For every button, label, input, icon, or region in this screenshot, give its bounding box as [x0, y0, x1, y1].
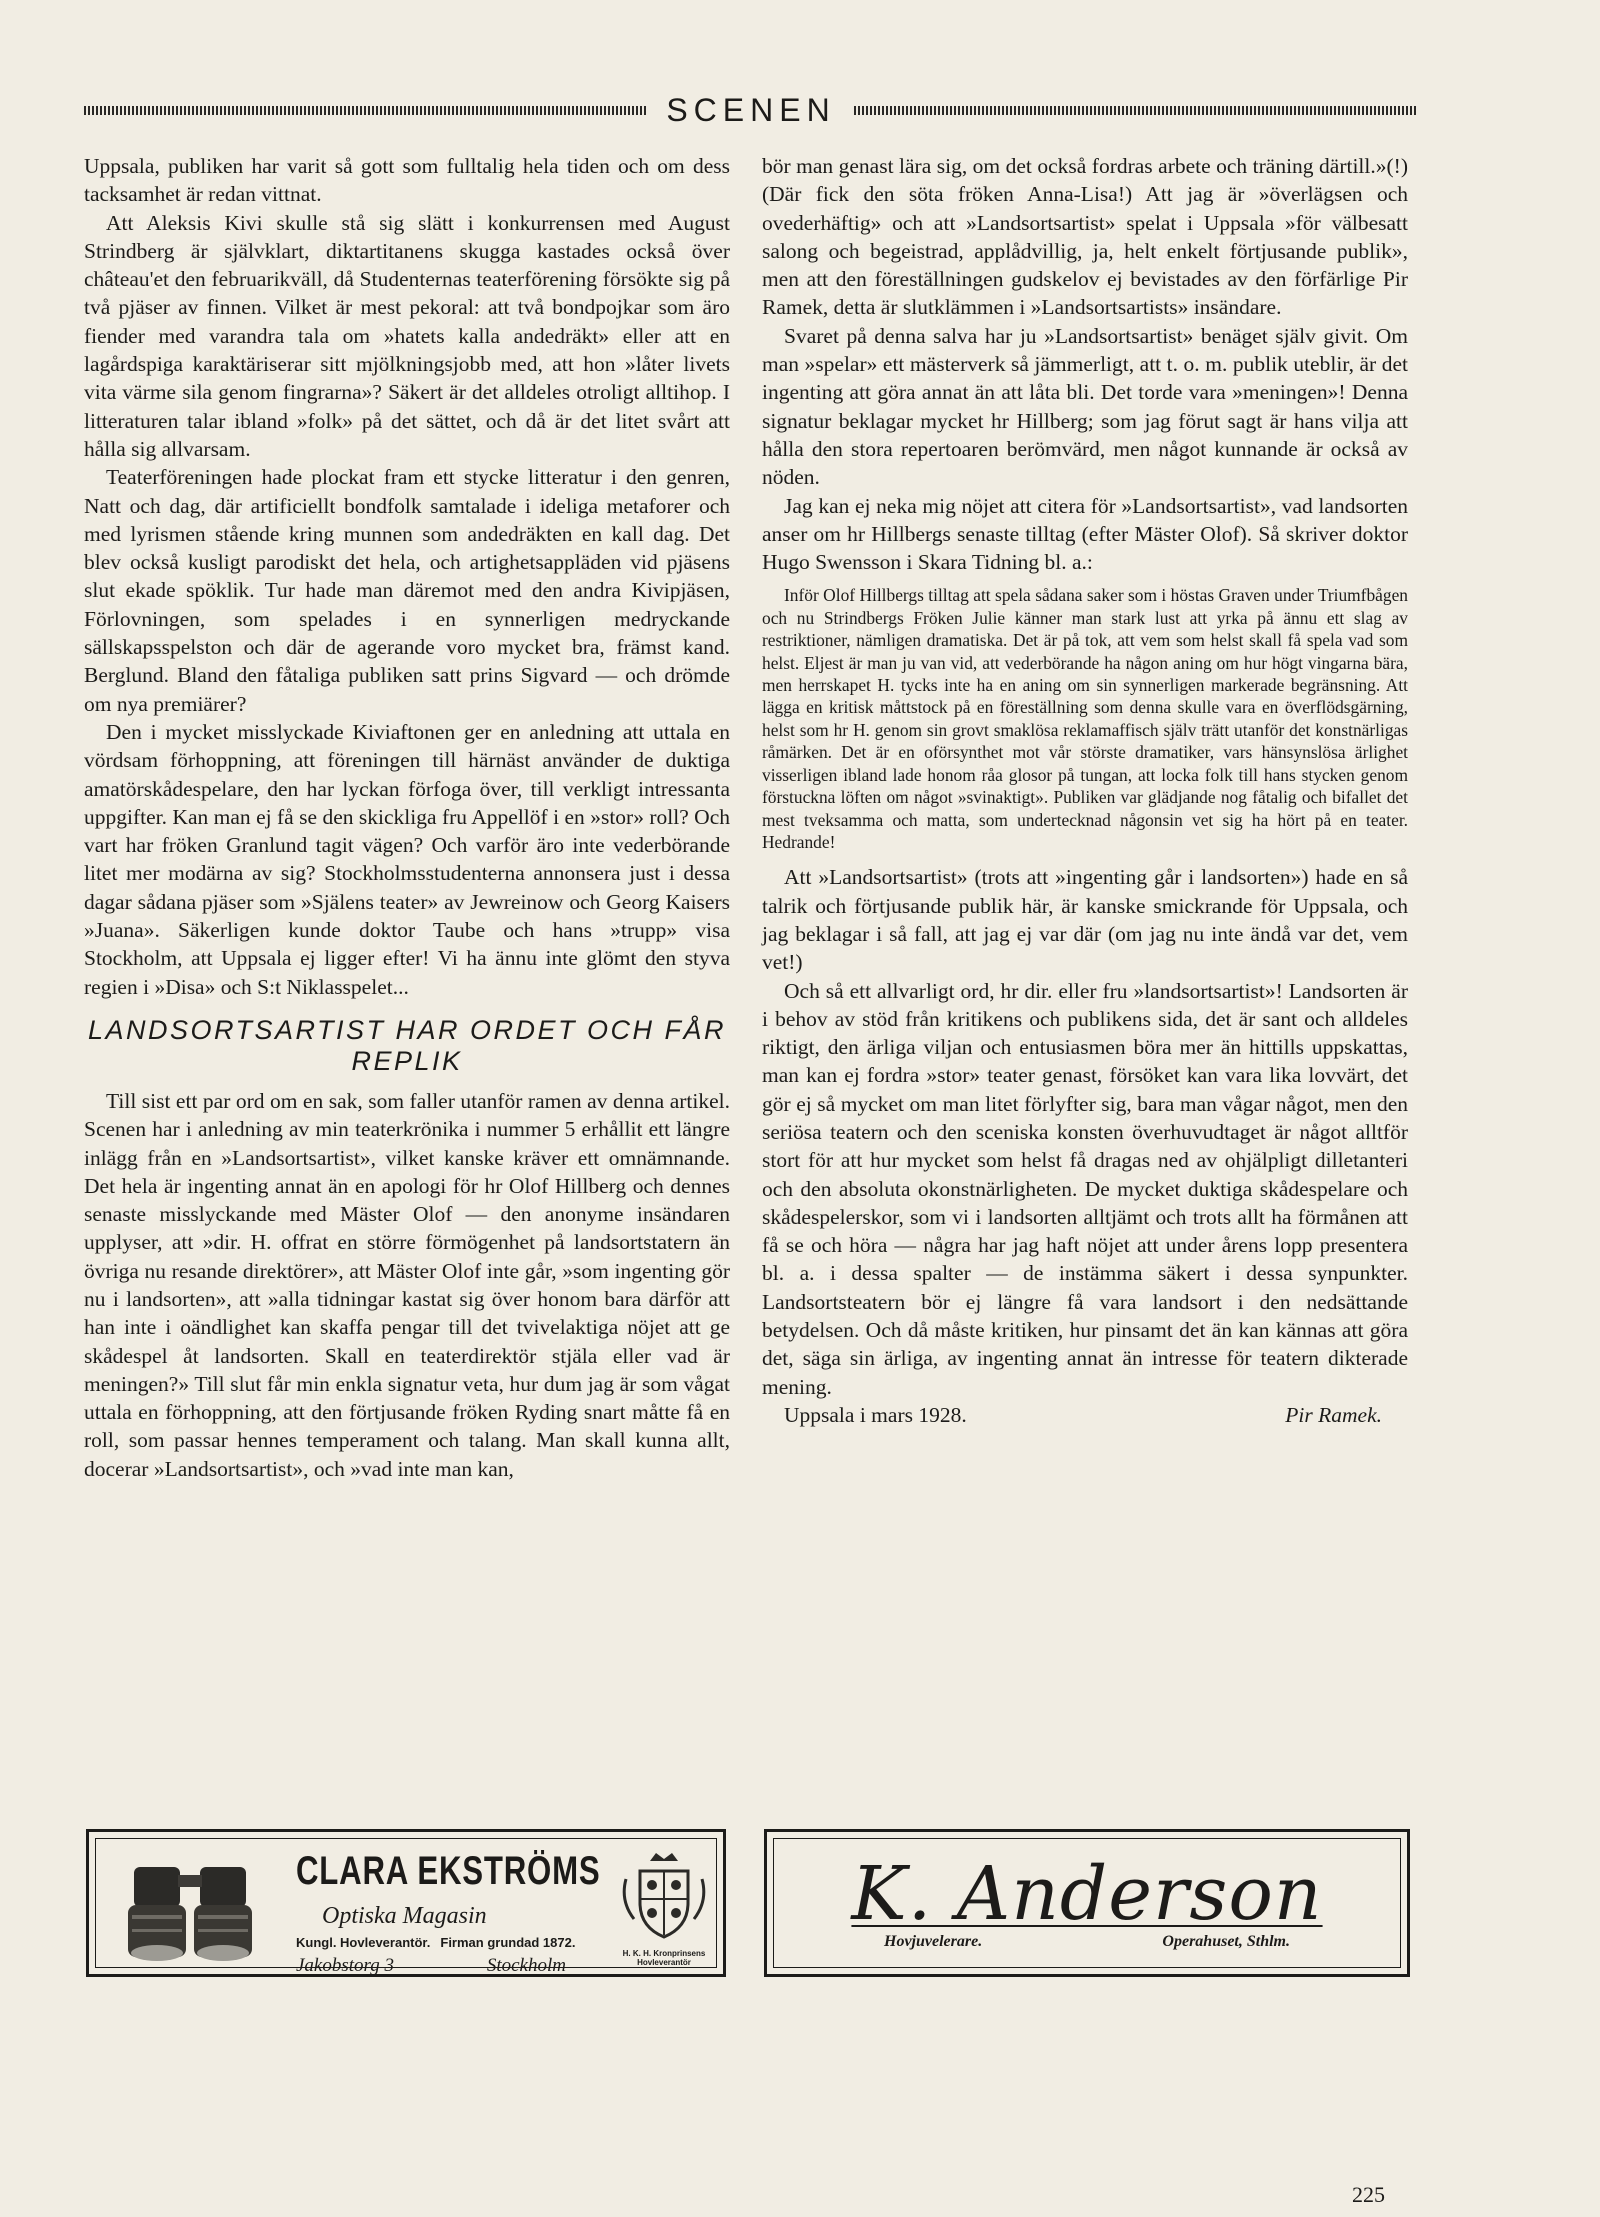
header-rule-right — [854, 106, 1418, 115]
ad-brand-name: K. Anderson — [851, 1851, 1323, 1937]
ad-address: Jakobstorg 3 Stockholm — [296, 1955, 566, 1976]
page-number: 225 — [1352, 2182, 1385, 2207]
article-paragraph: Att »Landsortsartist» (trots att »ingenting går i landsorten») hade en så talrik och förtjusande publik här, är kanske smickrande för Uppsala, och jag beklagar i så fall, att jag ej var där (om jag nu inte ändå var det, vem vet!) — [762, 865, 1408, 975]
article-paragraph: bör man genast lära sig, om det också fordras arbete och träning därtill.»(!) (Där fick den söta fröken Anna-Lisa!) Att jag är »överlägsen och ovederhäftig» och att »Landsortsartist» spelat i Uppsala »för välbesatt salong och begeistrad, applådvillig, ja, helt enkelt förtjusande publik», men att den föreställningen gudskelov ej bevistades av den förfärlige Pir Ramek, detta är slutklämmen i »Landsortsartists» insändare. — [762, 154, 1408, 320]
ad-subtitle: Optiska Magasin — [322, 1903, 487, 1929]
ad-brand-footer — [884, 1933, 1290, 1951]
article-paragraph: Svaret på denna salva har ju »Landsortsartist» benäget själv givit. Om man »spelar» ett mästerverk så jämmerligt, att t. o. m. publik uteblir, är det ingenting att göra annat än att låta bli. Det torde vara »meningen»! Denna signatur beklagar mycket hr Hillberg; som jag förut sagt är hans vilja att hålla den stora repertoaren berömvärd, men något kunnande är också av nöden. — [762, 323, 1408, 490]
ad-brand-role: Hovjuvelerare. — [884, 1933, 983, 1950]
section-heading: LANDSORTSARTIST HAR ORDET OCH FÅR REPLIK — [87, 1014, 727, 1076]
article-paragraph: Att Aleksis Kivi skulle stå sig slätt i konkurrensen med August Strindberg är självklart, diktartitanens skugga kastades också över château'et den februarikväll, då Studenternas teaterförening försökte sig på två pjäser av finnen. Vilket är mest pekoral: att två bondpojkar som äro fiender med varandra tala om »hatets kalla andedräkt» eller att en lagårdspiga karaktäriserar sitt mjölkningsjobb med, att hon »låter livets vita värme sila genom fingrarna»? Säkert är det alldeles otroligt alltihop. I litteraturen talar ibland »folk» på det sättet, och då är det litet svårt att hålla sig allvarsam. — [84, 210, 730, 461]
ad-details: Kungl. Hovleverantör. Firman grundad 1872. — [296, 1935, 576, 1950]
signoff — [762, 1401, 1408, 1429]
article-paragraph: Jag kan ej neka mig nöjet att citera för »Landsortsartist», vad landsorten anser om hr Hillbergs senaste tilltag (efter Mäster Olof). Så skriver doktor Hugo Swensson i Skara Tidning bl. a.: — [762, 493, 1408, 575]
right-column — [762, 152, 1408, 1429]
page-header — [84, 92, 1418, 128]
ad-brand-location: Operahuset, Sthlm. — [1162, 1933, 1290, 1950]
magazine-title: SCENEN — [666, 91, 836, 128]
article-paragraph: Och så ett allvarligt ord, hr dir. eller fru »landsortsartist»! Landsorten är i behov av stöd från kritikens och publikens sida, det är sant och alldeles riktigt, den ärliga viljan och entusiasmen böra mer än hittills uppskattas, man kan ej fordra »stor» teater genast, försöket kan vara lika lovvärt, det gör ej så mycket om man litet förlyfter sig, bara man vågar något, men den seriösa teatern och den sceniska konsten överhuvudtaget är något alltför stort för att hur mycket som helst få dragas ned av ohjälpligt dilletanteri och den absoluta okonstnärligheten. De mycket duktiga skådespelare och skådespelerskor, som vi i landsorten alltjämt och trots allt ha förmånen att få se och höra — några har jag haft nöjet att under årens lopp presentera bl. a. i dessa spalter — de instämma säkert i dessa synpunkter. Landsortsteatern bör ej längre få vara landsort i den nedsättande betydelsen. Och då måste kritiken, hur pinsamt det än kan kännas att göra det, säga sin ärliga, av ingenting annat än intresse för teatern dikterade mening. — [762, 978, 1408, 1399]
block-quote: Inför Olof Hillbergs tilltag att spela sådana saker som i höstas Graven under Triumfbågen och nu Strindbergs Fröken Julie känner man stark lust att yrka på ännu ett slag av restriktioner, nämligen dramatiska. Det är på tok, att vem som helst skall få spela vad som helst. Eljest är man ju van vid, att vederbörande ha någon aning om hur högt vingarna bära, men herrskapet H. tycks inte ha en aning om sin synnerligen markerade begränsning. Att lägga en kritisk måttstock på en föreställning som denna skulle vara en överflödsgärning, helst som hr H. genom sin grovt smaklösa reklamaffisch själv trätt utanför det konstnärligas råmärken. Det är en oförsynthet mot vår störste dramatiker, vars hänsynslösa ärlighet visserligen ibland lade honom råa glosor på tungan, att locka folk till hans stycken genom förstuckna löften om något »svinaktigt». Publiken var glädjande nog fåtalig och bifallet det mest tveksamma och matta, som undertecknad någonsin vet sig ha hört på en teater. Hedrande! — [762, 585, 1408, 852]
left-column — [84, 152, 730, 1483]
article-paragraph: Till sist ett par ord om en sak, som faller utanför ramen av denna artikel. Scenen har i anledning av min teaterkrönika i nummer 5 erhållit ett längre inlägg från en »Landsortsartist», vilket kanske kräver ett omnämnande. Det hela är ingenting annat än en apologi för hr Olof Hillberg och dennes senaste misslyckande med Mäster Olof — den anonyme insändaren upplyser, att »dir. H. offrat en större förmögenhet på landsortstatern än övriga nu resande direktörer», att Mäster Olof inte går, »som ingenting gör nu i landsorten», att »alla tidningar kastat sig över honom bara därför att han inte i oändlighet kan skaffa pengar till det tvivelaktiga nöjet att ge skådespel åt landsorten. Skall en teaterdirektör stjäla eller vad är meningen?» Till slut får min enkla signatur veta, hur dum jag är som vågat uttala en förhoppning, att den förtjusande fröken Ryding snart måtte få en roll, som passar hennes temperament och talang. Man skall kunna allt, docerar »Landsortsartist», och »vad inte man kan, — [84, 1088, 730, 1481]
advertisement-k-anderson — [764, 1829, 1410, 1977]
crest-caption: H. K. H. Kronprinsens Hovleverantör — [622, 1949, 706, 1967]
royal-crest-icon — [616, 1849, 712, 1945]
header-rule-left — [84, 106, 648, 115]
article-paragraph: Uppsala, publiken har varit så gott som fulltalig hela tiden och om dess tacksamhet är redan vittnat. — [84, 154, 730, 207]
advertisement-clara-ekstroms — [86, 1829, 726, 1977]
signoff-author: Pir Ramek. — [1285, 1402, 1382, 1427]
ad-company-name: CLARA EKSTRÖMS — [296, 1849, 601, 1893]
signoff-place-date: Uppsala i mars 1928. — [784, 1402, 967, 1427]
article-paragraph: Den i mycket misslyckade Kiviaftonen ger en anledning att uttala en vördsam förhoppning, att föreningen till härnäst använder de duktiga amatörskådespelare, den har lyckan förfoga över, till verkligt intressanta uppgifter. Kan man ej få se den skickliga fru Appellöf i en »stor» roll? Och vart har fröken Granlund tagit vägen? Och varför äro inte vederbörande litet mer modärna av sig? Stockholmsstudenterna annonsera just i dessa dagar sådana pjäser som »Själens teater» av Jewreinow och Georg Kaisers »Juana». Säkerligen kunde doktor Taube och hans »trupp» visa Stockholm, att Uppsala ej ligger efter! Vi ha ännu inte glömt den styva regien i »Disa» och S:t Niklasspelet... — [84, 719, 730, 999]
binoculars-icon — [120, 1857, 260, 1965]
article-paragraph: Teaterföreningen hade plockat fram ett stycke litteratur i den genren, Natt och dag, där artificiellt bondfolk samtalade i ideliga metaforer och med lyrismen stående kring munnen som andedräkten en kall dag. Det blev också kusligt parodiskt det hela, och artighetsappläden vid pjäsens slut ekade spöklik. Tur hade man däremot med den andra Kivipjäsen, Förlovningen, som spelades i en synnerligen medryckande sällskapsspelston och där de agerande voro mycket bra, främst kand. Berglund. Bland den fåtaliga publiken satt prins Sigvard — och drömde om nya premiärer? — [84, 465, 730, 716]
